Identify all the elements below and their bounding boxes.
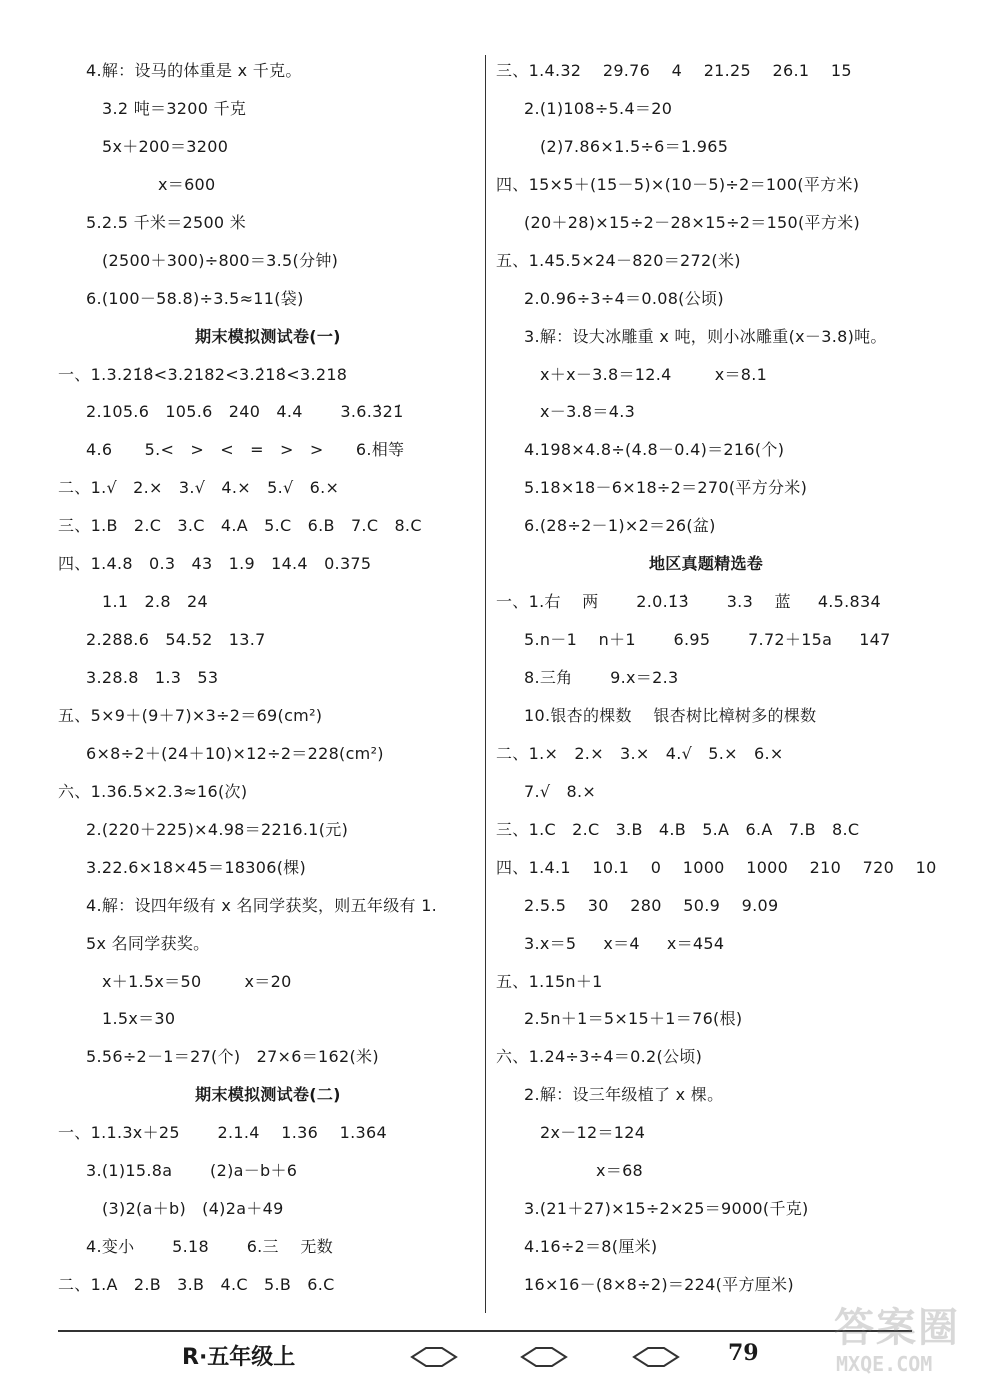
answer-line: 六、1.24÷3÷4＝0.2(公顷) xyxy=(496,1047,703,1067)
answer-line: 3.22.6×18×45＝18306(棵) xyxy=(86,857,307,877)
answer-line: 四、15×5＋(15－5)×(10－5)÷2＝100(平方米) xyxy=(496,174,860,194)
answer-line: 6.(100－58.8)÷3.5≈11(袋) xyxy=(86,288,304,308)
watermark xyxy=(828,1292,988,1387)
answer-line: 3.(21＋27)×15÷2×25＝9000(千克) xyxy=(524,1199,809,1219)
diamond-ornament-icon xyxy=(520,1346,568,1368)
answer-line: 4.16÷2＝8(厘米) xyxy=(524,1237,658,1257)
answer-line: 2x－12＝124 xyxy=(540,1123,646,1143)
grade-label: R·五年级上 xyxy=(182,1345,296,1370)
answer-line: 五、1.45.5×24－820＝272(米) xyxy=(496,250,741,270)
answer-line: 2.0.96÷3÷4＝0.08(公顷) xyxy=(524,288,724,308)
left-column xyxy=(58,52,478,1314)
answer-line: x－3.8＝4.3 xyxy=(540,402,636,422)
answer-line: 1.5x＝30 xyxy=(102,1009,176,1029)
footer-rule xyxy=(58,1330,912,1332)
answer-line: 4.6 5.< > < = > > 6.相等 xyxy=(86,440,405,460)
watermark-title: 答案圈 xyxy=(834,1305,960,1351)
answer-line: 2.(1)108÷5.4＝20 xyxy=(524,98,673,118)
diamond-ornament-icon xyxy=(410,1346,458,1368)
answer-line: 3.2 吨＝3200 千克 xyxy=(102,98,247,118)
answer-line: 2.105.6 105.6 240 4.4 3.6.3̇21̇ xyxy=(86,402,404,422)
answer-line: 1.1 2.8 24 xyxy=(102,592,208,612)
answer-line: 一、1.右 两 2.0.1̇3̇ 3.3 蓝 4.5.834 xyxy=(496,592,881,612)
answer-line: 4.变小 5.18 6.三 无数 xyxy=(86,1237,334,1257)
answer-line: 5.56÷2－1＝27(个) 27×6＝162(米) xyxy=(86,1047,379,1067)
watermark-url: MXQE.COM xyxy=(836,1352,933,1376)
answer-line: 4.解：设马的体重是 x 千克。 xyxy=(86,61,302,80)
answer-line: 3.解：设大冰雕重 x 吨，则小冰雕重(x－3.8)吨。 xyxy=(524,326,887,346)
answer-line: 四、1.4.1 10.1 0 1000 1000 210 720 10 xyxy=(496,857,937,877)
page-number: 79 xyxy=(728,1340,759,1366)
answer-line: x＋x－3.8＝12.4 x＝8.1 xyxy=(540,364,768,384)
answer-line: 2.288.6 54.52 13.7 xyxy=(86,630,266,650)
answer-line: 二、1.× 2.× 3.× 4.√ 5.× 6.× xyxy=(496,743,784,763)
diamond-ornament-icon xyxy=(632,1346,680,1368)
answer-line: 4.198×4.8÷(4.8－0.4)＝216(个) xyxy=(524,440,785,460)
answer-line: x＋1.5x＝50 x＝20 xyxy=(102,971,292,991)
answer-line: 4.解：设四年级有 x 名同学获奖，则五年级有 1. xyxy=(86,895,438,915)
answer-line: 16×16－(8×8÷2)＝224(平方厘米) xyxy=(524,1275,794,1294)
answer-line: (20＋28)×15÷2－28×15÷2＝150(平方米) xyxy=(524,212,860,232)
answer-line: 7.√ 8.× xyxy=(524,781,597,801)
answer-line: (2500＋300)÷800＝3.5(分钟) xyxy=(102,250,339,270)
answer-line: 三、1.4.32 29.76 4 21.25 26.1 15 xyxy=(496,61,852,80)
answer-line: 2.解：设三年级植了 x 棵。 xyxy=(524,1085,724,1105)
answer-line: 6.(28÷2－1)×2＝26(盆) xyxy=(524,516,716,536)
answer-line: 三、1.C 2.C 3.B 4.B 5.A 6.A 7.B 8.C xyxy=(496,819,860,839)
answer-line: 2.5.5 30 280 50.9 9.09 xyxy=(524,895,779,915)
answer-line: 五、5×9＋(9＋7)×3÷2＝69(cm²) xyxy=(58,705,323,725)
answer-line: 8.三角 9.x＝2.3 xyxy=(524,668,679,687)
answer-line: 二、1.√ 2.× 3.√ 4.× 5.√ 6.× xyxy=(58,478,340,498)
answer-line: 5x 名同学获奖。 xyxy=(86,933,210,953)
answer-line: 2.5n＋1＝5×15＋1＝76(根) xyxy=(524,1009,743,1029)
answer-line: x＝68 xyxy=(596,1161,644,1181)
section-title: 期末模拟测试卷(二) xyxy=(195,1085,341,1105)
answer-line: 五、1.15n＋1 xyxy=(496,971,603,991)
answer-line: x＝600 xyxy=(158,174,216,194)
answer-line: 5.n－1 n＋1 6.95 7.72＋15a 147 xyxy=(524,630,891,650)
answer-line: 3.(1)15.8a (2)a－b＋6 xyxy=(86,1161,298,1181)
answer-line: 一、1.3.21̇8̇<3.2182<3.2̇18̇<3.218 xyxy=(58,364,348,384)
answer-line: 三、1.B 2.C 3.C 4.A 5.C 6.B 7.C 8.C xyxy=(58,516,422,536)
answer-line: (3)2(a＋b) (4)2a＋49 xyxy=(102,1199,284,1219)
answer-line: 3.x＝5 x＝4 x＝454 xyxy=(524,933,725,953)
answer-line: 一、1.1.3x＋25 2.1.4 1.36 1.364 xyxy=(58,1123,387,1143)
right-column xyxy=(496,52,937,1314)
answer-line: 5.18×18－6×18÷2＝270(平方分米) xyxy=(524,478,808,498)
answer-line: 5.2.5 千米＝2500 米 xyxy=(86,212,247,232)
section-title: 地区真题精选卷 xyxy=(648,554,764,574)
answer-line: 二、1.A 2.B 3.B 4.C 5.B 6.C xyxy=(58,1275,335,1294)
answer-line: 四、1.4.8 0.3 43 1.9 14.4 0.375 xyxy=(58,554,372,574)
answer-line: (2)7.86×1.5÷6＝1.965 xyxy=(540,136,729,156)
answer-line: 3.28.8 1.3 53 xyxy=(86,668,219,687)
answer-line: 10.银杏的棵数 银杏树比樟树多的棵数 xyxy=(524,705,817,725)
answer-line: 5x＋200＝3200 xyxy=(102,136,229,156)
answer-line: 六、1.36.5×2.3≈16(次) xyxy=(58,781,248,801)
column-divider xyxy=(485,55,486,1313)
answer-line: 2.(220＋225)×4.98＝2216.1(元) xyxy=(86,819,349,839)
answer-line: 6×8÷2＋(24＋10)×12÷2＝228(cm²) xyxy=(86,743,384,763)
section-title: 期末模拟测试卷(一) xyxy=(195,326,341,346)
